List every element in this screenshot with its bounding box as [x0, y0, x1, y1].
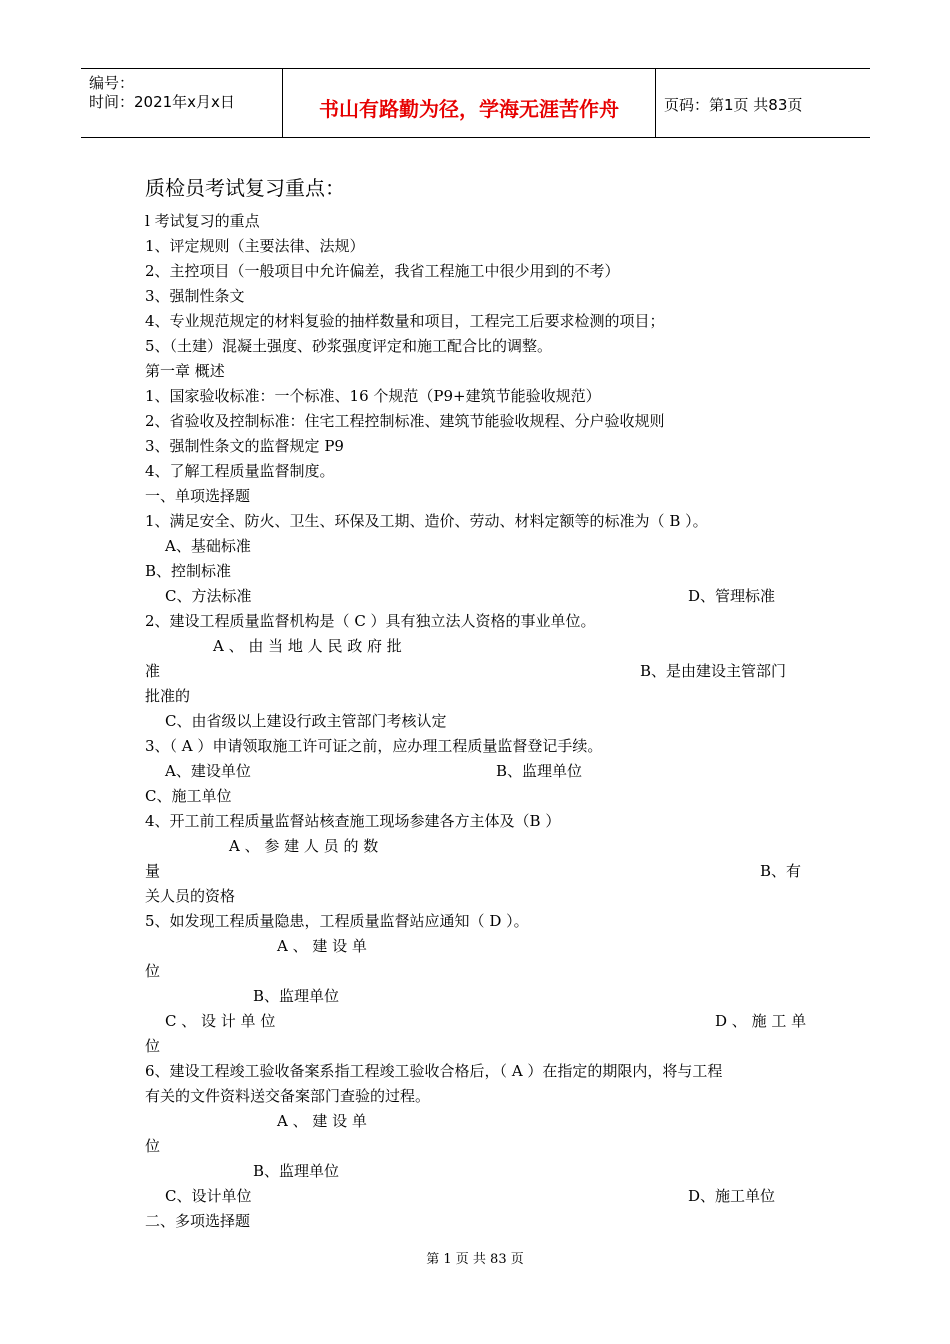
question-text: 3、（ A ）申请领取施工许可证之前，应办理工程质量监督登记手续。 — [145, 737, 603, 755]
option-text: 准 — [145, 662, 161, 680]
header-motto: 书山有路勤为径，学海无涯苦作舟 — [319, 97, 619, 121]
option-text: C、由省级以上建设行政主管部门考核认定 — [165, 712, 447, 730]
text-line: 2、省验收及控制标准：住宅工程控制标准、建筑节能验收规程、分户验收规则 — [145, 412, 665, 430]
header-middle-cell — [283, 69, 656, 137]
option-text: A 、 建 设 单 — [277, 937, 367, 955]
option-text: C、设计单位 — [165, 1187, 252, 1205]
page-info: 页码：第1页 共83页 — [664, 96, 803, 114]
option-text: A 、 参 建 人 员 的 数 — [229, 837, 379, 855]
option-text: 位 — [145, 1137, 161, 1155]
header-left-cell — [81, 69, 283, 137]
option-text: C、施工单位 — [145, 787, 232, 805]
option-text: C、方法标准 — [165, 587, 252, 605]
question-text: 2、建设工程质量监督机构是（ C ）具有独立法人资格的事业单位。 — [145, 612, 596, 630]
text-line: 3、强制性条文 — [145, 287, 245, 305]
option-text: C 、 设 计 单 位 — [165, 1012, 276, 1030]
text-line: 1、国家验收标准：一个标准、16 个规范（P9+建筑节能验收规范） — [145, 387, 601, 405]
option-text: B、是由建设主管部门 — [640, 662, 787, 680]
option-text: D、管理标准 — [688, 587, 776, 605]
header-right-cell — [656, 69, 870, 137]
option-text: D、施工单位 — [688, 1187, 776, 1205]
question-text: 4、开工前工程质量监督站核查施工现场参建各方主体及（B ） — [145, 812, 561, 830]
option-text: A 、 建 设 单 — [277, 1112, 367, 1130]
option-text: B、监理单位 — [496, 762, 583, 780]
text-line: 1、评定规则（主要法律、法规） — [145, 237, 365, 255]
option-text: 量 — [145, 862, 161, 880]
time-label: 时间：2021年x月x日 — [89, 93, 235, 111]
document-title: 质检员考试复习重点： — [145, 176, 345, 200]
section-heading: 一、单项选择题 — [145, 487, 251, 505]
option-text: A、建设单位 — [165, 762, 251, 780]
option-text: 关人员的资格 — [145, 887, 236, 905]
question-text: 5、如发现工程质量隐患，工程质量监督站应通知（ D ）。 — [145, 912, 529, 930]
option-text: B、监理单位 — [253, 1162, 340, 1180]
option-text: D 、 施 工 单 — [715, 1012, 807, 1030]
page-footer: 第 1 页 共 83 页 — [426, 1252, 524, 1267]
page-header — [81, 68, 870, 138]
chapter-heading: 第一章 概述 — [145, 362, 225, 380]
text-line: 3、强制性条文的监督规定 P9 — [145, 437, 344, 455]
option-text: A、基础标准 — [165, 537, 251, 555]
option-text: B、控制标准 — [145, 562, 232, 580]
text-line: 2、主控项目（一般项目中允许偏差，我省工程施工中很少用到的不考） — [145, 262, 620, 280]
question-text: 有关的文件资料送交备案部门查验的过程。 — [145, 1087, 431, 1105]
question-text: 1、满足安全、防火、卫生、环保及工期、造价、劳动、材料定额等的标准为（ B ）。 — [145, 512, 708, 530]
section-heading: 二、多项选择题 — [145, 1212, 251, 1230]
option-text: B、有 — [760, 862, 802, 880]
question-text: 6、建设工程竣工验收备案系指工程竣工验收合格后，（ A ）在指定的期限内，将与工程 — [145, 1062, 723, 1080]
text-line: l 考试复习的重点 — [145, 212, 260, 230]
text-line: 4、了解工程质量监督制度。 — [145, 462, 335, 480]
option-text: 位 — [145, 1037, 161, 1055]
option-text: 批准的 — [145, 687, 191, 705]
option-text: B、监理单位 — [253, 987, 340, 1005]
text-line: 5、（土建）混凝土强度、砂浆强度评定和施工配合比的调整。 — [145, 337, 553, 355]
text-line: 4、专业规范规定的材料复验的抽样数量和项目，工程完工后要求检测的项目； — [145, 312, 665, 330]
number-label: 编号： — [89, 74, 135, 92]
option-text: A 、 由 当 地 人 民 政 府 批 — [213, 637, 402, 655]
option-text: 位 — [145, 962, 161, 980]
